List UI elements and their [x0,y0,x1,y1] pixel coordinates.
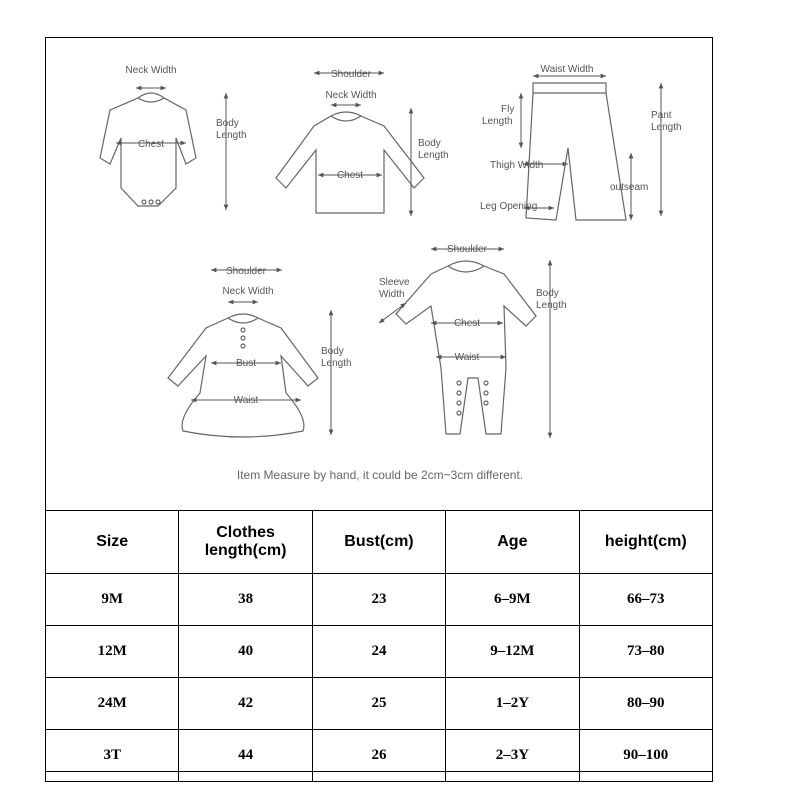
cell-clothes-length: 44 [179,730,312,782]
romper-diagram [379,244,567,438]
dress-body-label: Body [321,346,344,357]
cell-bust: 25 [312,678,445,730]
top-body-label: Body [418,138,441,149]
cell-height: 73–80 [579,626,712,678]
cell-age: 9–12M [446,626,579,678]
top-shoulder-label: Shoulder [330,69,372,80]
size-chart-table [45,510,713,782]
header-size: Size [46,511,179,574]
pants-outseam-label: outseam [610,182,649,193]
cell-age: 2–3Y [446,730,579,782]
cell-clothes-length: 42 [179,678,312,730]
cell-bust: 23 [312,574,445,626]
cell-size: 3T [46,730,179,782]
cell-height: 90–100 [579,730,712,782]
cell-age: 6–9M [446,574,579,626]
size-guide-frame [45,37,713,772]
table-row [46,574,713,626]
pants-fly-length-label: Length [482,116,513,127]
bodysuit-neck-width-label: Neck Width [125,65,177,76]
header-clothes-length: Clothes length(cm) [179,511,312,574]
pants-pant-length-label: Length [651,122,682,133]
cell-age: 1–2Y [446,678,579,730]
dress-length-label: Length [321,358,352,369]
romper-length-label: Length [536,300,567,311]
top-diagram [276,69,449,216]
romper-chest-label: Chest [453,318,481,329]
bodysuit-body-label: Body [216,118,239,129]
header-height: height(cm) [579,511,712,574]
cell-bust: 24 [312,626,445,678]
dress-diagram [168,266,352,437]
dress-shoulder-label: Shoulder [225,266,267,277]
header-bust: Bust(cm) [312,511,445,574]
bodysuit-chest-label: Chest [137,139,165,150]
bodysuit-length-label: Length [216,130,247,141]
pants-waist-width-label: Waist Width [540,64,594,75]
romper-waist-label: Waist [454,352,480,363]
romper-body-label: Body [536,288,559,299]
romper-sleeve-label: Sleeve [379,277,410,288]
cell-height: 80–90 [579,678,712,730]
pants-fly-label: Fly [501,104,515,115]
pants-diagram [480,64,682,220]
pants-pant-label: Pant [651,110,672,121]
romper-shoulder-label: Shoulder [446,244,488,255]
bodysuit-diagram [100,65,247,210]
table-row [46,730,713,782]
measurement-note: Item Measure by hand, it could be 2cm~3cm different. [236,468,524,482]
pants-leg-opening-label: Leg Opening [480,201,538,212]
top-neck-width-label: Neck Width [325,90,377,101]
romper-sleeve-width-label: Width [379,289,405,300]
dress-bust-label: Bust [235,358,257,369]
cell-clothes-length: 40 [179,626,312,678]
dress-neck-width-label: Neck Width [222,286,274,297]
top-chest-label: Chest [336,170,364,181]
table-row [46,626,713,678]
cell-height: 66–73 [579,574,712,626]
cell-size: 12M [46,626,179,678]
cell-size: 9M [46,574,179,626]
cell-bust: 26 [312,730,445,782]
measurement-diagrams [46,38,714,511]
table-header-row [46,511,713,574]
cell-clothes-length: 38 [179,574,312,626]
dress-waist-label: Waist [233,395,259,406]
header-age: Age [446,511,579,574]
top-length-label: Length [418,150,449,161]
cell-size: 24M [46,678,179,730]
pants-thigh-width-label: Thigh Width [490,160,544,171]
table-row [46,678,713,730]
